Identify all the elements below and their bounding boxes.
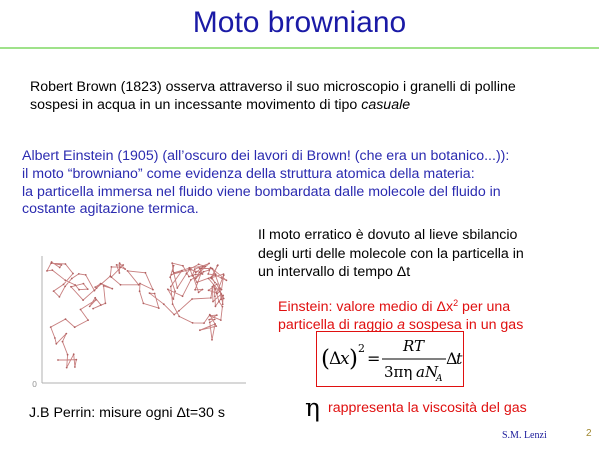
trajectory-point bbox=[74, 366, 76, 368]
trajectory-point bbox=[171, 262, 173, 264]
trajectory-point bbox=[199, 329, 201, 331]
trajectory-point bbox=[46, 270, 48, 272]
erratic-line-2: degli urti delle molecole con la particella in bbox=[258, 245, 524, 262]
lhs-exponent: 2 bbox=[358, 342, 365, 355]
trajectory-point bbox=[66, 367, 68, 369]
trajectory-point bbox=[173, 314, 175, 316]
trajectory-path bbox=[47, 262, 226, 368]
trajectory-point bbox=[53, 290, 55, 292]
trajectory-point bbox=[209, 321, 211, 323]
lhs-paren-close: ) bbox=[349, 346, 358, 372]
trajectory-point bbox=[223, 273, 225, 275]
footer-author: S.M. Lenzi bbox=[502, 430, 547, 441]
brown-line-2-italic: casuale bbox=[361, 96, 411, 113]
trajectory-point bbox=[64, 286, 66, 288]
trajectory-point bbox=[145, 272, 147, 274]
trajectory-point bbox=[196, 281, 198, 283]
rhs-delta: Δ bbox=[446, 349, 458, 368]
trajectory-point bbox=[198, 292, 200, 294]
einstein-paragraph bbox=[22, 148, 509, 219]
trajectory-point bbox=[210, 297, 212, 299]
trajectory-point bbox=[119, 262, 121, 264]
einstein-line-2: il moto “browniano” come evidenza della struttura atomica della materia: bbox=[22, 165, 475, 182]
denominator-N: N bbox=[425, 363, 439, 381]
trajectory-point bbox=[70, 286, 72, 288]
trajectory-point bbox=[188, 276, 190, 278]
trajectory-point bbox=[105, 302, 107, 304]
trajectory-point bbox=[220, 293, 222, 295]
trajectory-point bbox=[217, 264, 219, 266]
einstein-formula bbox=[317, 332, 463, 386]
trajectory-point bbox=[220, 298, 222, 300]
lhs-x: x bbox=[340, 349, 350, 369]
trajectory-point bbox=[51, 261, 53, 263]
trajectory-point bbox=[222, 306, 224, 308]
trajectory-point bbox=[214, 323, 216, 325]
trajectory-point bbox=[67, 354, 69, 356]
trajectory-point bbox=[174, 290, 176, 292]
trajectory-point bbox=[62, 341, 64, 343]
trajectory-point bbox=[50, 326, 52, 328]
trajectory-point bbox=[208, 269, 210, 271]
trajectory-point bbox=[195, 274, 197, 276]
eta-symbol: η bbox=[305, 393, 320, 422]
trajectory-point bbox=[173, 298, 175, 300]
einstein-line-4: costante agitazione termica. bbox=[22, 201, 199, 218]
lhs-delta: Δ bbox=[329, 349, 342, 369]
trajectory-point bbox=[182, 295, 184, 297]
trajectory-point bbox=[100, 283, 102, 285]
plot-origin-label: 0 bbox=[32, 380, 38, 389]
trajectory-point bbox=[202, 265, 204, 267]
trajectory-point bbox=[200, 273, 202, 275]
trajectory-point bbox=[203, 322, 205, 324]
brown-line-2 bbox=[30, 97, 516, 115]
caption-text-after: per una bbox=[458, 299, 511, 315]
trajectory-point bbox=[119, 272, 121, 274]
trajectory-point bbox=[213, 284, 215, 286]
trajectory-point bbox=[61, 264, 63, 266]
trajectory-point bbox=[124, 268, 126, 270]
trajectory-point bbox=[111, 266, 113, 268]
trajectory-point bbox=[65, 333, 67, 335]
trajectory-point bbox=[87, 288, 89, 290]
caption-text: Einstein: valore medio di Δx bbox=[278, 299, 454, 315]
trajectory-point bbox=[218, 301, 220, 303]
trajectory-point bbox=[178, 316, 180, 318]
trajectory-point bbox=[209, 314, 211, 316]
formula-box bbox=[316, 331, 464, 387]
trajectory-point bbox=[192, 275, 194, 277]
trajectory-point bbox=[59, 296, 61, 298]
trajectory-point bbox=[78, 273, 80, 275]
formula-caption-line-1 bbox=[278, 295, 523, 317]
trajectory-point bbox=[74, 284, 76, 286]
trajectory-point bbox=[176, 287, 178, 289]
numerator-RT: RT bbox=[403, 337, 425, 355]
title-underline bbox=[0, 47, 599, 49]
trajectory-point bbox=[85, 274, 87, 276]
trajectory-point bbox=[216, 314, 218, 316]
equals-sign: = bbox=[367, 349, 381, 368]
trajectory-point bbox=[63, 284, 65, 286]
trajectory-point bbox=[111, 288, 113, 290]
brown-line-2-text: sospesi in acqua in un incessante movimento di tipo bbox=[30, 96, 362, 113]
trajectory-point bbox=[214, 295, 216, 297]
trajectory-point bbox=[212, 301, 214, 303]
trajectory-point bbox=[103, 285, 105, 287]
trajectory-point bbox=[226, 279, 228, 281]
trajectory-point bbox=[194, 289, 196, 291]
trajectory-point bbox=[65, 318, 67, 320]
trajectory-point bbox=[51, 269, 53, 271]
trajectory-point bbox=[110, 276, 112, 278]
trajectory-point bbox=[152, 289, 154, 291]
trajectory-point bbox=[96, 287, 98, 289]
perrin-caption: J.B Perrin: misure ogni Δt=30 s bbox=[29, 405, 225, 421]
trajectory-point bbox=[219, 287, 221, 289]
erratic-motion-paragraph bbox=[258, 226, 524, 282]
denominator-subscript-A: A bbox=[436, 374, 443, 384]
caption-italic-a: a bbox=[397, 316, 405, 333]
trajectory-point bbox=[208, 319, 210, 321]
trajectory-point bbox=[71, 278, 73, 280]
trajectory-point bbox=[167, 289, 169, 291]
einstein-line-3: la particella immersa nel fluido viene bombardata dalle molecole del fluido in bbox=[22, 183, 501, 200]
trajectory-point bbox=[94, 297, 96, 299]
trajectory-point bbox=[221, 277, 223, 279]
trajectory-point bbox=[216, 283, 218, 285]
trajectory-point bbox=[215, 305, 217, 307]
erratic-line-3: un intervallo di tempo Δt bbox=[258, 264, 411, 281]
trajectory-point bbox=[181, 270, 183, 272]
trajectory-point bbox=[202, 289, 204, 291]
trajectory-point bbox=[83, 283, 85, 285]
trajectory-point bbox=[170, 286, 172, 288]
trajectory-point bbox=[188, 269, 190, 271]
trajectory-point bbox=[188, 267, 190, 269]
trajectory-point bbox=[72, 273, 74, 275]
caption-text-2: particella di raggio bbox=[278, 316, 398, 333]
trajectory-point bbox=[212, 286, 214, 288]
rhs-t: t bbox=[456, 349, 463, 368]
trajectory-point bbox=[191, 298, 193, 300]
trajectory-point bbox=[216, 292, 218, 294]
trajectory-point bbox=[95, 299, 97, 301]
denominator-prefix: 3πη bbox=[384, 363, 413, 381]
trajectory-point bbox=[74, 326, 76, 328]
formula-caption bbox=[278, 295, 523, 334]
trajectory-point bbox=[203, 271, 205, 273]
trajectory-point bbox=[208, 289, 210, 291]
trajectory-point bbox=[214, 288, 216, 290]
trajectory-point bbox=[54, 337, 56, 339]
trajectory-point bbox=[219, 291, 221, 293]
trajectory-point bbox=[100, 304, 102, 306]
trajectory-point bbox=[214, 282, 216, 284]
trajectory-point bbox=[65, 263, 67, 265]
trajectory-point bbox=[221, 289, 223, 291]
trajectory-point bbox=[214, 274, 216, 276]
trajectory-point bbox=[210, 267, 212, 269]
trajectory-point bbox=[186, 273, 188, 275]
trajectory-point bbox=[171, 274, 173, 276]
erratic-line-1: Il moto erratico è dovuto al lieve sbilancio bbox=[258, 227, 518, 243]
trajectory-point bbox=[182, 265, 184, 267]
trajectory-point bbox=[211, 339, 213, 341]
trajectory-point bbox=[138, 284, 140, 286]
trajectory-point bbox=[127, 270, 129, 272]
trajectory-point bbox=[89, 306, 91, 308]
trajectory-point bbox=[172, 303, 174, 305]
viscosity-text: rappresenta la viscosità del gas bbox=[328, 400, 527, 416]
trajectory-point bbox=[116, 264, 118, 266]
trajectory-point bbox=[163, 303, 165, 305]
trajectory-point bbox=[220, 319, 222, 321]
trajectory-point bbox=[198, 263, 200, 265]
page-number: 2 bbox=[586, 428, 592, 439]
trajectory-point bbox=[92, 308, 94, 310]
trajectory-point bbox=[207, 273, 209, 275]
trajectory-point bbox=[59, 267, 61, 269]
trajectory-point bbox=[173, 272, 175, 274]
trajectory-point bbox=[57, 359, 59, 361]
brown-paragraph bbox=[30, 79, 516, 115]
trajectory-point bbox=[75, 359, 77, 361]
trajectory-point bbox=[212, 268, 214, 270]
trajectory-point bbox=[143, 303, 145, 305]
trajectory-point bbox=[201, 267, 203, 269]
trajectory-point bbox=[78, 289, 80, 291]
denominator-a: a bbox=[416, 363, 425, 381]
trajectory-point bbox=[199, 268, 201, 270]
trajectory-point bbox=[215, 325, 217, 327]
trajectory-point bbox=[190, 279, 192, 281]
trajectory-point bbox=[158, 307, 160, 309]
trajectory-point bbox=[122, 264, 124, 266]
trajectory-point bbox=[210, 277, 212, 279]
brownian-trajectory-plot bbox=[28, 250, 250, 395]
caption-text-2-after: sospesa in un gas bbox=[404, 316, 524, 333]
trajectory-point bbox=[178, 310, 180, 312]
trajectory-point bbox=[87, 319, 89, 321]
trajectory-point bbox=[195, 272, 197, 274]
trajectory-point bbox=[139, 290, 141, 292]
trajectory-point bbox=[73, 353, 75, 355]
trajectory-point bbox=[169, 276, 171, 278]
trajectory-point bbox=[55, 343, 57, 345]
trajectory-point bbox=[64, 279, 66, 281]
trajectory-point bbox=[120, 284, 122, 286]
trajectory-point bbox=[195, 278, 197, 280]
trajectory-point bbox=[223, 298, 225, 300]
trajectory-point bbox=[80, 309, 82, 311]
trajectory-point bbox=[194, 268, 196, 270]
trajectory-point bbox=[82, 299, 84, 301]
trajectory-point bbox=[204, 266, 206, 268]
trajectory-point bbox=[222, 295, 224, 297]
trajectory-point bbox=[208, 263, 210, 265]
trajectory-point bbox=[154, 293, 156, 295]
trajectory-point bbox=[192, 322, 194, 324]
trajectory-point bbox=[222, 303, 224, 305]
brown-line-1: Robert Brown (1823) osserva attraverso il suo microscopio i granelli di polline bbox=[30, 79, 516, 95]
trajectory-point bbox=[208, 278, 210, 280]
lhs-paren-open: ( bbox=[321, 346, 330, 372]
trajectory-point bbox=[94, 290, 96, 292]
trajectory-point bbox=[149, 292, 151, 294]
slide-title: Moto browniano bbox=[192, 6, 407, 39]
trajectory-point bbox=[139, 283, 141, 285]
trajectory-point bbox=[119, 266, 121, 268]
caption-superscript: 2 bbox=[453, 298, 459, 308]
einstein-line-1: Albert Einstein (1905) (all’oscuro dei lavori di Brown! (che era un botanico...)): bbox=[22, 148, 510, 164]
trajectory-point bbox=[214, 319, 216, 321]
trajectory-point bbox=[173, 265, 175, 267]
